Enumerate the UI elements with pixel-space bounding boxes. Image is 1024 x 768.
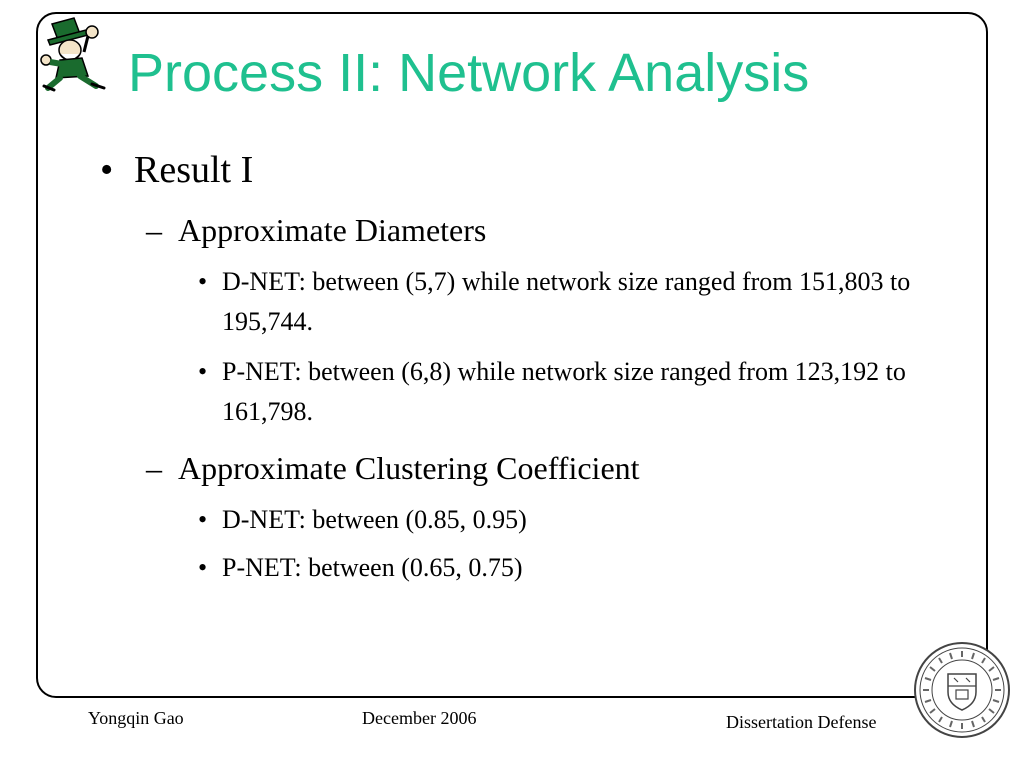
bullet-mark: • [198, 267, 208, 296]
bullet-mark: • [198, 553, 208, 582]
bullet-text: Approximate Diameters [178, 212, 487, 248]
bullet-mark: • [198, 357, 208, 386]
dash-mark: – [146, 450, 162, 486]
bullet-level-3 [198, 500, 912, 540]
bullet-text: P-NET: between (6,8) while network size ranged from 123,192 to 161,798. [222, 357, 906, 426]
dash-mark: – [146, 212, 162, 248]
bullet-level-3 [198, 352, 912, 432]
bullet-text: Approximate Clustering Coefficient [178, 450, 640, 486]
bullet-level-3 [198, 548, 912, 588]
bullet-text: P-NET: between (0.65, 0.75) [222, 553, 523, 582]
leprechaun-mascot-icon [30, 10, 112, 92]
university-seal-icon [912, 640, 1012, 740]
bullet-level-3 [198, 262, 912, 342]
slide-title: Process II: Network Analysis [128, 43, 810, 103]
footer-author: Yongqin Gao [88, 708, 184, 728]
footer-event: Dissertation Defense [726, 712, 877, 732]
bullet-level-2 [146, 448, 640, 488]
bullet-text: D-NET: between (0.85, 0.95) [222, 505, 527, 534]
bullet-level-2 [146, 210, 486, 250]
bullet-level-1 [100, 146, 253, 194]
bullet-mark: • [100, 149, 114, 191]
footer-date: December 2006 [362, 708, 477, 728]
bullet-text: D-NET: between (5,7) while network size ranged from 151,803 to 195,744. [222, 267, 911, 336]
bullet-mark: • [198, 505, 208, 534]
bullet-text: Result I [134, 149, 254, 191]
